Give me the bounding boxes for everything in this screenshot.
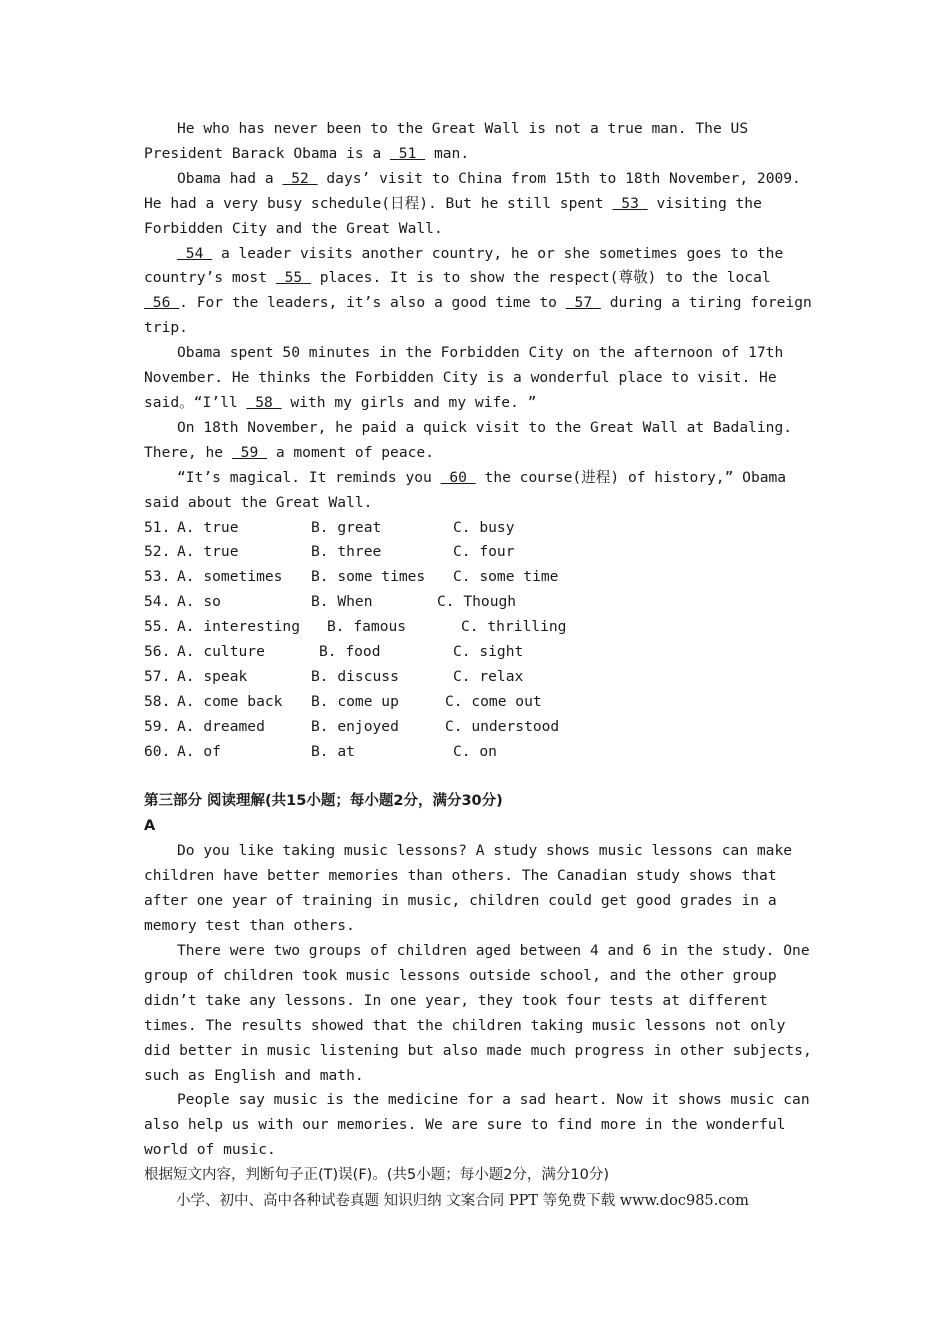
option-c: C. sight (453, 642, 524, 660)
cloze-paragraph-2 (144, 167, 814, 242)
passage-label: A (144, 818, 156, 835)
option-row (144, 540, 814, 565)
option-row (144, 590, 814, 615)
blank-51: 51 (390, 144, 426, 162)
option-b: B. come up (311, 692, 399, 710)
option-a: A. dreamed (177, 717, 265, 735)
text: Obama spent 50 minutes in the Forbidden City on the afternoon of 17th November. He thinks the Forbidden City is a wonderful place to visit. He said。“I’ll (144, 344, 784, 411)
option-b: B. at (311, 742, 355, 760)
reading-paragraph-1: Do you like taking music lessons? A study shows music lessons can make children have better memories than others. The Canadian study shows that after one year of training in music, children could get good grades in a memory test than others. (144, 842, 793, 935)
document-page (144, 117, 814, 1188)
option-row (144, 690, 814, 715)
option-a: A. come back (177, 692, 283, 710)
blank-56: 56 (144, 294, 180, 312)
cloze-paragraph-3 (144, 242, 814, 342)
text: a leader visits another country, he or she sometimes goes to the country’s most (144, 244, 784, 287)
option-a: A. true (177, 518, 239, 536)
text: visiting the Forbidden City and the Great Wall. (144, 194, 762, 237)
spacer (144, 764, 814, 789)
reading-paragraph-3: People say music is the medicine for a sad heart. Now it shows music can also help us with our memories. We are sure to find more in the wonderful world of music. (144, 1091, 810, 1159)
text: a moment of peace. (267, 443, 434, 461)
text: Obama had a (177, 169, 283, 187)
option-row (144, 640, 814, 665)
option-a: A. so (177, 593, 221, 611)
text: during a tiring foreign trip. (144, 294, 812, 337)
blank-54: 54 (177, 244, 213, 262)
option-b: B. some times (311, 568, 426, 586)
option-b: B. great (311, 518, 382, 536)
option-a: A. speak (177, 667, 248, 685)
blank-55: 55 (275, 269, 311, 287)
option-b: B. three (311, 543, 382, 561)
cloze-paragraph-1 (144, 117, 814, 167)
option-row (144, 740, 814, 765)
blank-52: 52 (282, 169, 318, 187)
question-number: 58. (144, 692, 171, 710)
option-c: C. four (453, 543, 515, 561)
option-row (144, 615, 814, 640)
blank-57: 57 (565, 294, 601, 312)
question-number: 55. (144, 618, 171, 636)
text: days’ visit to China from 15th to 18th November, 2009. He had a very busy schedule(日程). But he still spent (144, 169, 801, 212)
question-number: 53. (144, 568, 171, 586)
cloze-paragraph-4 (144, 341, 814, 416)
reading-paragraph-2: There were two groups of children aged between 4 and 6 in the study. One group of children took music lessons outside school, and the other group didn’t take any lessons. In one year, they took four tests at different times. The results showed that the children taking music lessons not only did better in music listening but also made much progress in other subjects, such as English and math. (144, 942, 812, 1084)
option-c: C. thrilling (461, 618, 567, 636)
option-row (144, 715, 814, 740)
option-b: B. When (311, 593, 373, 611)
text: He who has never been to the Great Wall is not a true man. The US President Barack Obama is a (144, 120, 749, 162)
option-c: C. Though (437, 593, 517, 611)
option-c: C. understood (445, 717, 560, 735)
option-a: A. culture (177, 642, 265, 660)
option-c: C. on (453, 742, 497, 760)
question-number: 60. (144, 742, 171, 760)
option-c: C. some time (453, 568, 559, 586)
blank-60: 60 (440, 468, 476, 486)
section-heading: 第三部分 阅读理解(共15小题；每小题2分，满分30分) (144, 793, 503, 810)
text: . For the leaders, it’s also a good time to (179, 294, 566, 312)
option-a: A. interesting (177, 618, 301, 636)
option-row (144, 565, 814, 590)
blank-59: 59 (231, 443, 268, 461)
footer-watermark: 小学、初中、高中各种试卷真题 知识归纳 文案合同 PPT 等免费下载 www.doc985.com (176, 1193, 749, 1209)
text: On 18th November, he paid a quick visit to the Great Wall at Badaling. There, he (144, 418, 793, 461)
option-row (144, 516, 814, 541)
question-number: 51. (144, 518, 171, 536)
option-c: C. relax (453, 667, 524, 685)
text: man. (425, 144, 470, 162)
option-c: C. busy (453, 518, 515, 536)
option-row (144, 665, 814, 690)
text: “It’s magical. It reminds you (177, 468, 441, 486)
cloze-paragraph-6 (144, 466, 814, 516)
question-number: 59. (144, 717, 171, 735)
true-false-instruction: 根据短文内容，判断句子正(T)误(F)。(共5小题；每小题2分，满分10分) (144, 1167, 610, 1184)
option-b: B. famous (327, 618, 407, 636)
blank-53: 53 (612, 194, 648, 212)
text: with my girls and my wife. ” (281, 393, 537, 411)
cloze-paragraph-5 (144, 416, 814, 466)
question-number: 56. (144, 642, 171, 660)
option-b: B. discuss (311, 667, 399, 685)
question-number: 54. (144, 593, 171, 611)
option-b: B. enjoyed (311, 717, 399, 735)
option-b: B. food (319, 642, 381, 660)
option-a: A. of (177, 742, 221, 760)
blank-58: 58 (246, 393, 282, 411)
text: places. It is to show the respect(尊敬) to the local (310, 269, 771, 287)
answer-options (144, 516, 814, 765)
text: the course(进程) of history,” Obama said about the Great Wall. (144, 468, 787, 511)
option-c: C. come out (445, 692, 542, 710)
question-number: 57. (144, 667, 171, 685)
option-a: A. true (177, 543, 239, 561)
option-a: A. sometimes (177, 568, 283, 586)
question-number: 52. (144, 543, 171, 561)
